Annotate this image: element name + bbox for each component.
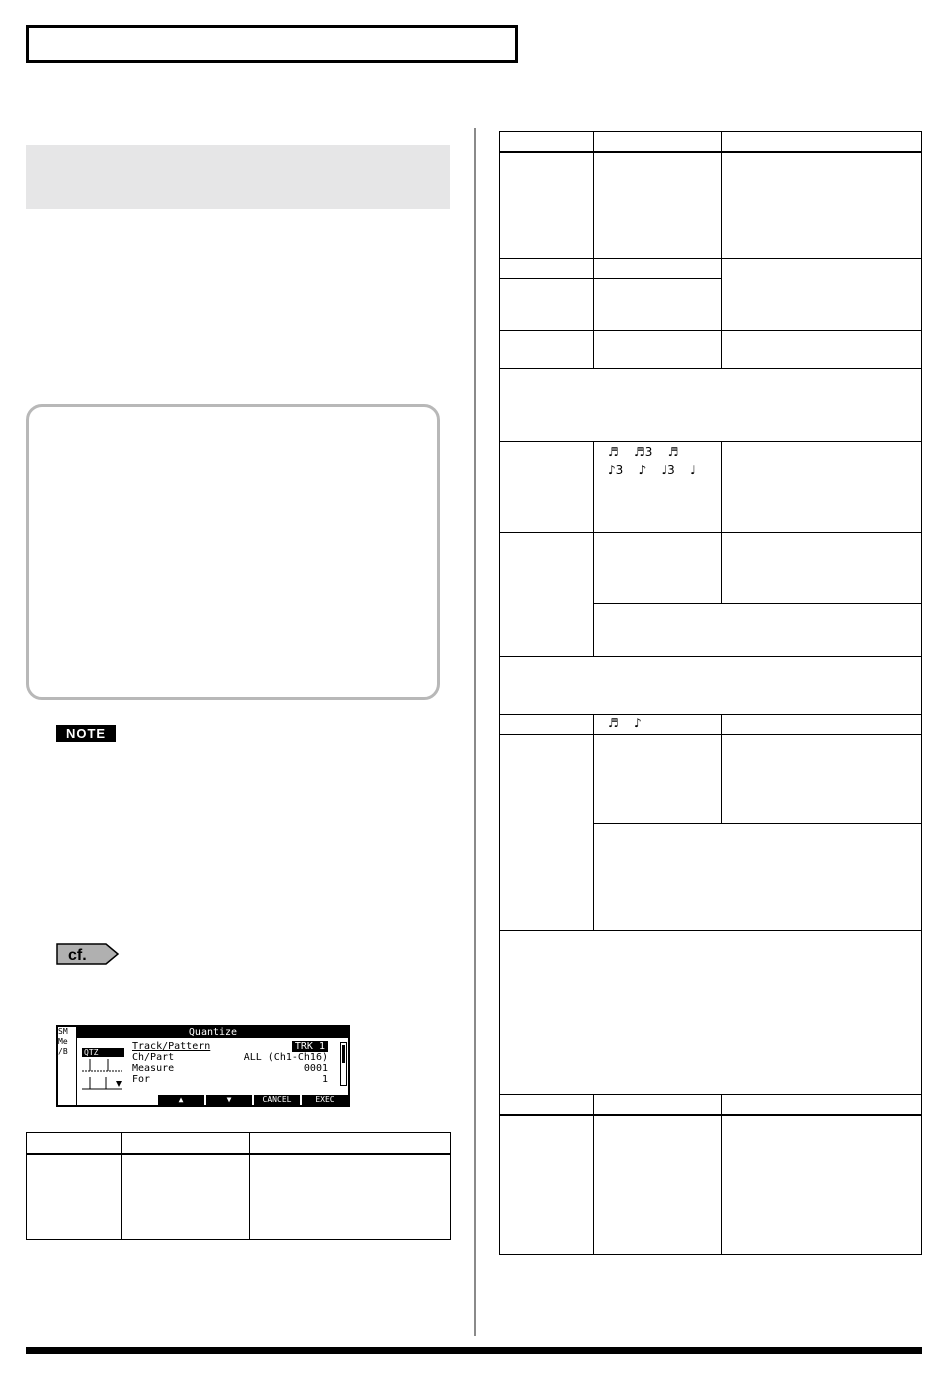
quarter-note-icon: ♩ [690,463,696,477]
lcd-row-label: Measure [132,1063,175,1074]
table-cell [250,1154,451,1240]
section-title-band [26,145,450,209]
table-cell [722,533,922,604]
lcd-left-item: SM [58,1027,68,1036]
column-divider [474,128,476,1336]
lcd-function-bar [158,1095,348,1105]
eighth-triplet-icon: ♪3 [608,463,624,477]
table-cell [594,152,722,259]
table-cell [722,1115,922,1255]
table-cell [500,715,594,735]
lcd-row-label: Track/Pattern [132,1041,211,1052]
lcd-down-button[interactable]: ▼ [206,1095,252,1105]
cf-badge [56,943,120,970]
note-badge: NOTE [56,725,116,742]
sixteenth-note-icon: ♬ [608,716,619,730]
table-cell [722,132,922,152]
table-cell [594,824,922,931]
table-cell [122,1133,250,1154]
table-cell [500,369,922,442]
note-value-cell [594,715,722,735]
table-cell [250,1133,451,1154]
table-cell [500,331,594,369]
cf-badge-label: cf. [68,947,87,964]
table-cell [722,152,922,259]
lcd-row-label: Ch/Part [132,1052,175,1063]
quantize-notes-icon [82,1059,126,1093]
lcd-exec-button[interactable]: EXEC [302,1095,348,1105]
right-parameter-table [499,131,922,1255]
table-cell [722,259,922,331]
table-cell [722,715,922,735]
table-cell [722,331,922,369]
table-cell [500,152,594,259]
sixteenth-triplet-icon: ♬3 [634,445,653,459]
lcd-scrollbar[interactable] [340,1042,347,1086]
table-cell [594,132,722,152]
table-cell [594,533,722,604]
table-cell [500,1115,594,1255]
lcd-row-value[interactable]: TRK 1 [292,1041,328,1052]
lcd-row-ch-part[interactable] [132,1052,328,1063]
left-parameter-table [26,1132,451,1240]
lcd-left-column [58,1027,77,1107]
table-cell [722,1095,922,1115]
lcd-row-for[interactable] [132,1074,328,1085]
table-cell [500,533,594,657]
table-cell [500,442,594,533]
lcd-row-value[interactable]: 0001 [303,1063,328,1074]
lcd-screen [56,1025,350,1107]
table-cell [594,735,722,824]
lcd-row-value[interactable]: 1 [321,1074,328,1085]
table-cell [594,1095,722,1115]
table-cell [594,604,922,657]
table-cell [500,735,594,931]
lcd-left-item: /B [58,1047,68,1056]
lcd-scroll-thumb[interactable] [342,1045,345,1063]
lcd-row-value[interactable]: ALL (Ch1-Ch16) [243,1052,328,1063]
sixteenth-note-icon: ♬ [667,445,679,459]
table-cell [500,657,922,715]
table-cell [594,331,722,369]
note-value-cell [594,442,722,533]
table-cell [722,735,922,824]
header-box [26,25,518,63]
table-cell [500,279,594,331]
lcd-tab-qtz[interactable]: QTZ [82,1048,124,1057]
footer-rule [26,1347,922,1354]
table-cell [500,259,594,279]
lcd-title: Quantize [76,1027,350,1038]
cf-arrow-icon [56,943,120,965]
table-cell [594,1115,722,1255]
sixteenth-note-icon: ♬ [608,445,619,459]
table-cell [594,259,722,279]
info-box [26,404,440,700]
lcd-row-label: For [132,1074,151,1085]
table-cell [500,132,594,152]
table-cell [500,931,922,1095]
table-cell [27,1154,122,1240]
quarter-triplet-icon: ♩3 [661,463,675,477]
lcd-row-measure[interactable] [132,1063,328,1074]
eighth-note-icon: ♪ [638,463,647,477]
table-cell [594,279,722,331]
lcd-row-track-pattern[interactable] [132,1041,328,1052]
lcd-up-button[interactable]: ▲ [158,1095,204,1105]
table-cell [500,1095,594,1115]
table-cell [27,1133,122,1154]
table-cell [722,442,922,533]
lcd-cancel-button[interactable]: CANCEL [254,1095,300,1105]
eighth-note-icon: ♪ [634,716,642,730]
lcd-left-item: Me [58,1037,68,1046]
table-cell [122,1154,250,1240]
